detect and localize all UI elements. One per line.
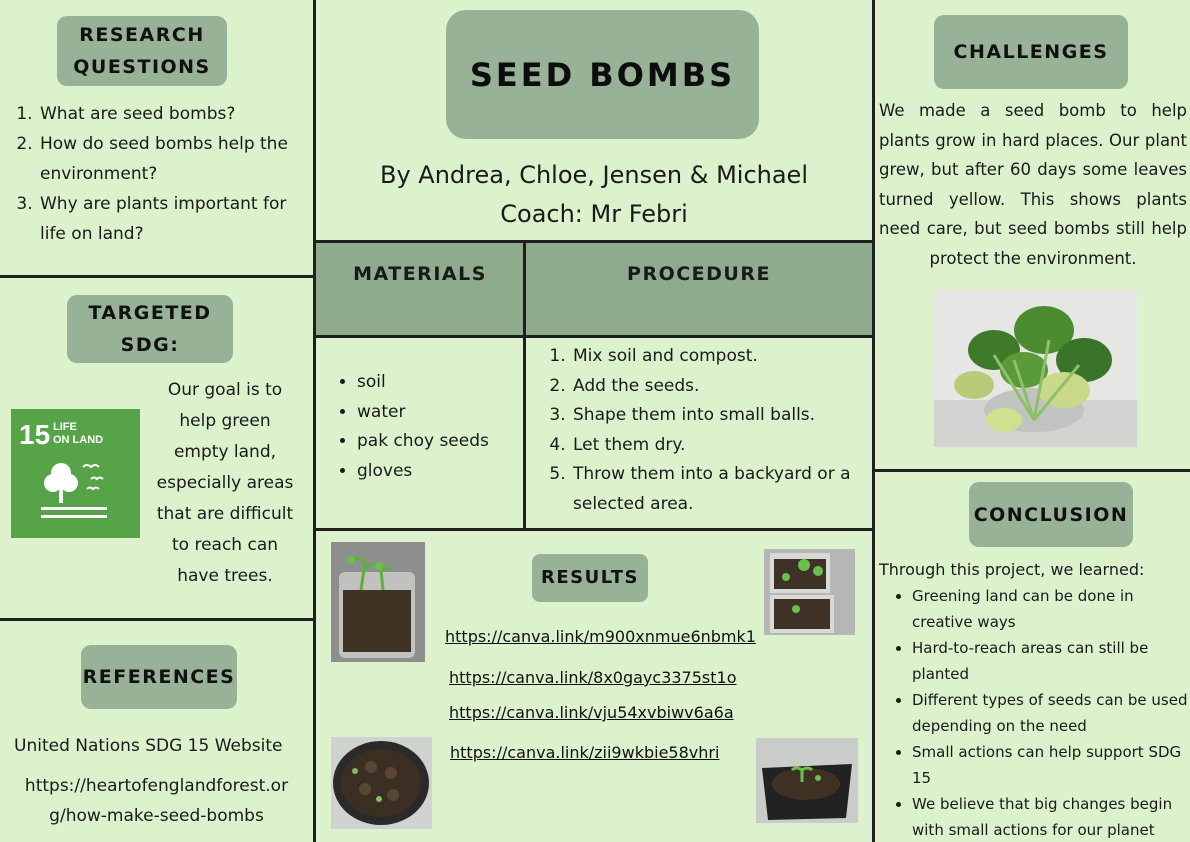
authors: By Andrea, Chloe, Jensen & Michael: [379, 161, 808, 189]
research-questions-list: [20, 99, 298, 249]
procedure-steps: [553, 342, 853, 519]
sdg-tile-number: 15: [19, 419, 51, 450]
conclusion-intro: Through this project, we learned:: [879, 560, 1145, 579]
list-item: 1. Mix soil and compost.: [571, 342, 853, 372]
research-questions-heading: RESEARCH QUESTIONS: [57, 16, 227, 86]
materials-list: [337, 368, 517, 486]
tree-and-birds-icon: [39, 453, 119, 525]
list-item: 2. Add the seeds.: [571, 372, 853, 402]
list-item: • Small actions can help support SDG 15: [912, 739, 1190, 791]
list-item: 3. Why are plants important for life on land?: [38, 189, 298, 249]
list-item: • Different types of seeds can be used depending on the need: [912, 687, 1190, 739]
list-item: • water: [357, 398, 517, 428]
reference-item-url: https://heartofenglandforest.or g/how-make-seed-bombs: [24, 776, 289, 826]
sdg-tile-title-line2: ON LAND: [53, 434, 104, 446]
seed-balls-in-bag-photo: [331, 737, 432, 829]
list-item: • Hard-to-reach areas can still be planted: [912, 635, 1190, 687]
results-heading: RESULTS: [532, 554, 648, 602]
conclusion-list: [892, 583, 1190, 842]
targeted-sdg-heading: TARGETED SDG:: [67, 295, 233, 363]
procedure-heading: PROCEDURE: [627, 263, 771, 285]
list-item: 5. Throw them into a backyard or a selected area.: [571, 460, 853, 519]
procedure-header: [526, 240, 872, 338]
pak-choy-plant-photo: [934, 290, 1137, 447]
list-item: 2. How do seed bombs help the environment?: [38, 129, 298, 189]
list-item: • gloves: [357, 457, 517, 487]
challenges-text: We made a seed bomb to help plants grow in hard places. Our plant grew, but after 60 days some leaves turned yellow. This shows plants need care, but seed bombs still help protect the environment.: [879, 101, 1187, 268]
materials-header: [316, 240, 524, 338]
list-item: 4. Let them dry.: [571, 431, 853, 461]
reference-item-un-sdg: United Nations SDG 15 Website: [14, 736, 283, 756]
references-heading: REFERENCES: [81, 645, 237, 709]
divider-left-1: [0, 275, 314, 278]
sdg-goal-text: Our goal is to help green empty land, especially areas that are difficult to reach can have trees.: [156, 380, 294, 586]
list-item: • soil: [357, 368, 517, 398]
results-link-2[interactable]: https://canva.link/8x0gayc3375st1o: [449, 668, 737, 687]
seedlings-in-bag-photo: [756, 738, 858, 823]
results-link-1[interactable]: https://canva.link/m900xnmue6nbmk1: [445, 627, 756, 646]
divider-center-results: [316, 528, 872, 531]
divider-left-2: [0, 618, 314, 621]
divider-right-column: [872, 0, 875, 842]
sdg-tile-title-line1: LIFE: [53, 421, 77, 433]
seedling-in-container-photo: [331, 542, 425, 662]
list-item: • Greening land can be done in creative ways: [912, 583, 1190, 635]
divider-right-1: [874, 469, 1190, 472]
two-containers-seedlings-photo: [764, 549, 855, 635]
results-link-3[interactable]: https://canva.link/vju54xvbiwv6a6a: [449, 703, 734, 722]
divider-left-column: [313, 0, 316, 842]
list-item: 1. What are seed bombs?: [38, 99, 298, 129]
list-item: • We believe that big changes begin with small actions for our planet: [912, 791, 1190, 842]
coach: Coach: Mr Febri: [500, 200, 688, 228]
conclusion-heading: CONCLUSION: [969, 482, 1133, 547]
list-item: • pak choy seeds: [357, 427, 517, 457]
challenges-heading: CHALLENGES: [934, 15, 1128, 89]
poster-title: SEED BOMBS: [446, 10, 759, 139]
list-item: 3. Shape them into small balls.: [571, 401, 853, 431]
results-link-4[interactable]: https://canva.link/zii9wkbie58vhri: [450, 743, 720, 762]
materials-heading: MATERIALS: [353, 263, 487, 285]
sdg-15-tile: [11, 409, 140, 538]
